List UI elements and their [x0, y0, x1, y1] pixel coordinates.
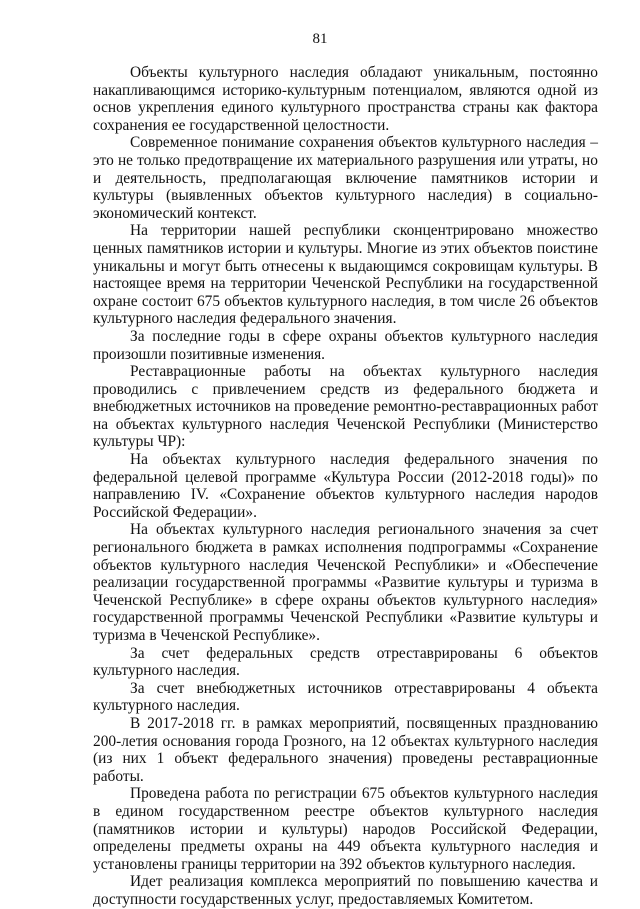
paragraph: На объектах культурного наследия федерального значения по федеральной целевой программе «Культура России (2012-2018 годы)» по направлению IV. «Сохранение объектов культурного наследия народов Российской Федерации». — [93, 451, 598, 521]
paragraph: На объектах культурного наследия регионального значения за счет регионального бюджета в рамках исполнения подпрограммы «Сохранение объектов культурного наследия Чеченской Республики» и «Обеспечение реализации государственной программы «Развитие культуры и туризма в Чеченской Республике» в сфере охраны объектов культурного наследия» государственной программы Чеченской Республики «Развитие культуры и туризма в Чеченской Республике». — [93, 521, 598, 644]
page-number: 81 — [312, 31, 328, 47]
paragraph: За последние годы в сфере охраны объектов культурного наследия произошли позитивные изменения. — [93, 327, 598, 363]
paragraph: На территории нашей республики сконцентрировано множество ценных памятников истории и культуры. Многие из этих объектов поистине уникальны и могут быть отнесены к выдающимся сокровищам культуры. В настоящее время на территории Чеченской Республики на государственной охране состоит 675 объектов культурного наследия, в том числе 26 объектов культурного наследия федерального значения. — [93, 222, 598, 328]
paragraph: За счет федеральных средств отреставрированы 6 объектов культурного наследия. — [93, 644, 598, 680]
paragraph: В 2017-2018 гг. в рамках мероприятий, посвященных празднованию 200-летия основания города Грозного, на 12 объектах культурного наследия (из них 1 объект федерального значения) проведены реставрационные работы. — [93, 714, 598, 785]
paragraph: Современное понимание сохранения объектов культурного наследия – это не только предотвращение их материального разрушения или утраты, но и деятельность, предполагающая включение памятников истории и культуры (выявленных объектов культурного наследия) в социально-экономический контекст. — [93, 134, 598, 222]
paragraph: Объекты культурного наследия обладают уникальным, постоянно накапливающимся историко-культурным потенциалом, являются одной из основ укрепления единого культурного пространства страны как фактора сохранения ее государственной целостности. — [93, 64, 598, 134]
paragraph: Реставрационные работы на объектах культурного наследия проводились с привлечением средств из федерального бюджета и внебюджетных источников на проведение ремонтно-реставрационных работ на объектах культурного наследия Чеченской Республики (Министерство культуры ЧР): — [93, 363, 598, 451]
paragraph: Идет реализация комплекса мероприятий по повышению качества и доступности государственных услуг, предоставляемых Комитетом. — [93, 873, 598, 908]
paragraph: За счет внебюджетных источников отреставрированы 4 объекта культурного наследия. — [93, 679, 598, 715]
paragraph: Проведена работа по регистрации 675 объектов культурного наследия в едином государственном реестре объектов культурного наследия (памятников истории и культуры) народов Российской Федерации, определены предметы охраны на 449 объекта культурного наследия и установлены границы территории на 392 объектов культурного наследия. — [93, 785, 598, 873]
body-text — [93, 64, 598, 909]
